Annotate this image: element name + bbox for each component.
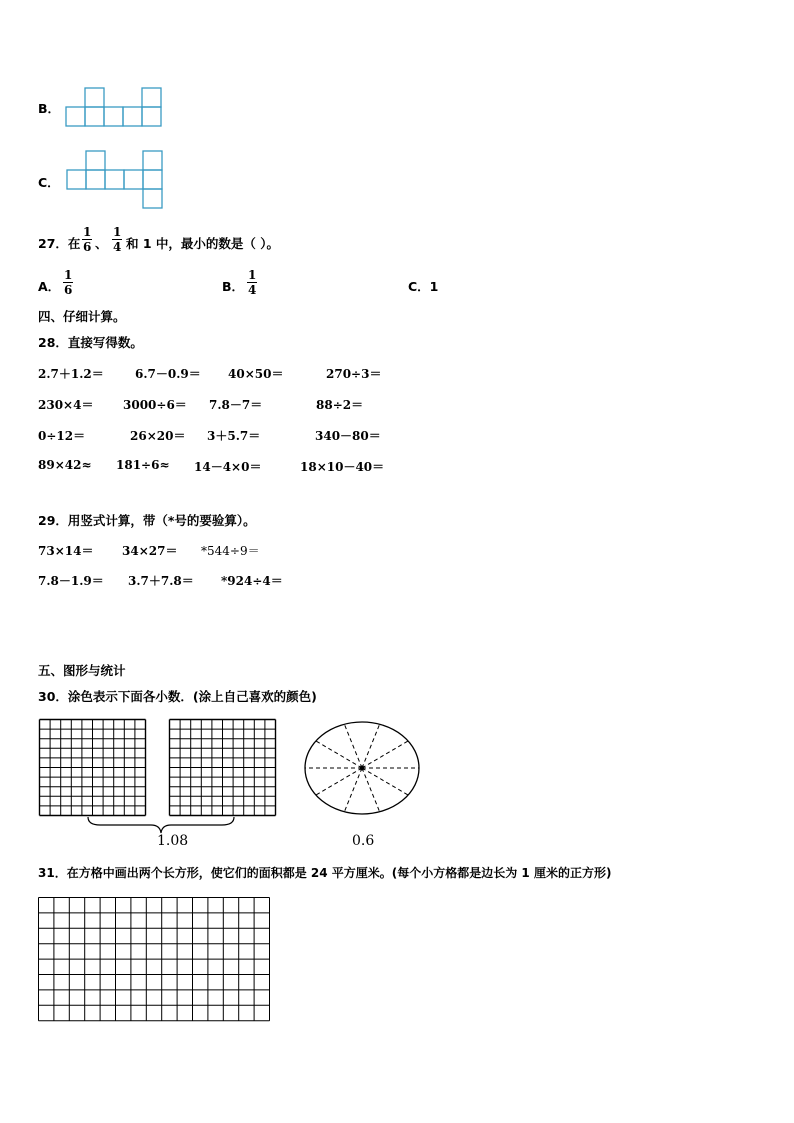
numerator: 1 — [83, 225, 92, 239]
q28-expr: 7.8－7＝ — [209, 398, 263, 412]
q28-expr: 88÷2＝ — [316, 398, 364, 412]
q28-expr: 181÷6≈ — [116, 458, 170, 472]
q28-expr: 270÷3＝ — [326, 367, 382, 381]
grids-value-label: 1.08 — [157, 833, 189, 849]
divided-circle[interactable] — [304, 721, 422, 817]
q29-title: 29．用竖式计算，带（*号的要验算）。 — [38, 513, 256, 528]
net-figure-c — [67, 151, 163, 209]
q28-expr: 40×50＝ — [228, 367, 284, 381]
q29-expr: 34×27＝ — [122, 544, 178, 558]
net-figure-b — [66, 88, 162, 128]
hundred-grid-right[interactable] — [169, 719, 276, 816]
q28-title: 28．直接写得数。 — [38, 335, 143, 350]
q28-expr: 340－80＝ — [315, 429, 381, 443]
q28-expr: 26×20＝ — [130, 429, 186, 443]
q28-expr: 18×10－40＝ — [300, 460, 385, 474]
q28-expr: 230×4＝ — [38, 398, 94, 412]
q27-separator: 、 — [95, 236, 108, 251]
q27-option-a-fraction — [63, 268, 73, 297]
square-grid[interactable] — [38, 897, 270, 1021]
numerator: 1 — [64, 268, 73, 282]
q29-expr: 3.7＋7.8＝ — [128, 574, 194, 588]
q28-expr: 89×42≈ — [38, 458, 92, 472]
q29-expr: 7.8－1.9＝ — [38, 574, 104, 588]
q27-fraction-2 — [112, 225, 122, 254]
q27-prefix: 27．在 — [38, 236, 81, 251]
q27-suffix: 和 1 中，最小的数是（ ）。 — [126, 236, 280, 251]
q28-expr: 6.7－0.9＝ — [135, 367, 201, 381]
q28-expr: 3000÷6＝ — [123, 398, 187, 412]
denominator: 6 — [64, 283, 73, 297]
option-c-label: C． — [38, 175, 60, 190]
circle-value-label: 0.6 — [352, 833, 375, 849]
q31-title: 31．在方格中画出两个长方形，使它们的面积都是 24 平方厘米。(每个小方格都是边长为 1 厘米的正方形) — [38, 866, 612, 880]
q28-expr: 14－4×0＝ — [194, 460, 262, 474]
q27-option-c: C．1 — [408, 279, 439, 294]
q28-expr: 0÷12＝ — [38, 429, 86, 443]
denominator: 6 — [83, 240, 92, 254]
q27-option-a-label: A． — [38, 279, 61, 294]
q29-expr: *544÷9＝ — [201, 544, 260, 558]
section-5-title: 五、图形与统计 — [38, 663, 126, 678]
numerator: 1 — [248, 268, 257, 282]
section-4-title: 四、仔细计算。 — [38, 309, 126, 324]
q28-expr: 3＋5.7＝ — [207, 429, 261, 443]
brace-icon — [86, 815, 236, 835]
denominator: 4 — [248, 283, 257, 297]
hundred-grid-left[interactable] — [39, 719, 146, 816]
q28-expr: 2.7＋1.2＝ — [38, 367, 104, 381]
denominator: 4 — [113, 240, 122, 254]
option-b-label: B． — [38, 101, 61, 116]
q27-option-b-label: B． — [222, 279, 245, 294]
q27-option-b-fraction — [247, 268, 257, 297]
numerator: 1 — [113, 225, 122, 239]
q29-expr: 73×14＝ — [38, 544, 94, 558]
q30-title: 30．涂色表示下面各小数．(涂上自己喜欢的颜色) — [38, 689, 317, 704]
q27-fraction-1 — [82, 225, 92, 254]
q29-expr: *924÷4＝ — [221, 574, 283, 588]
